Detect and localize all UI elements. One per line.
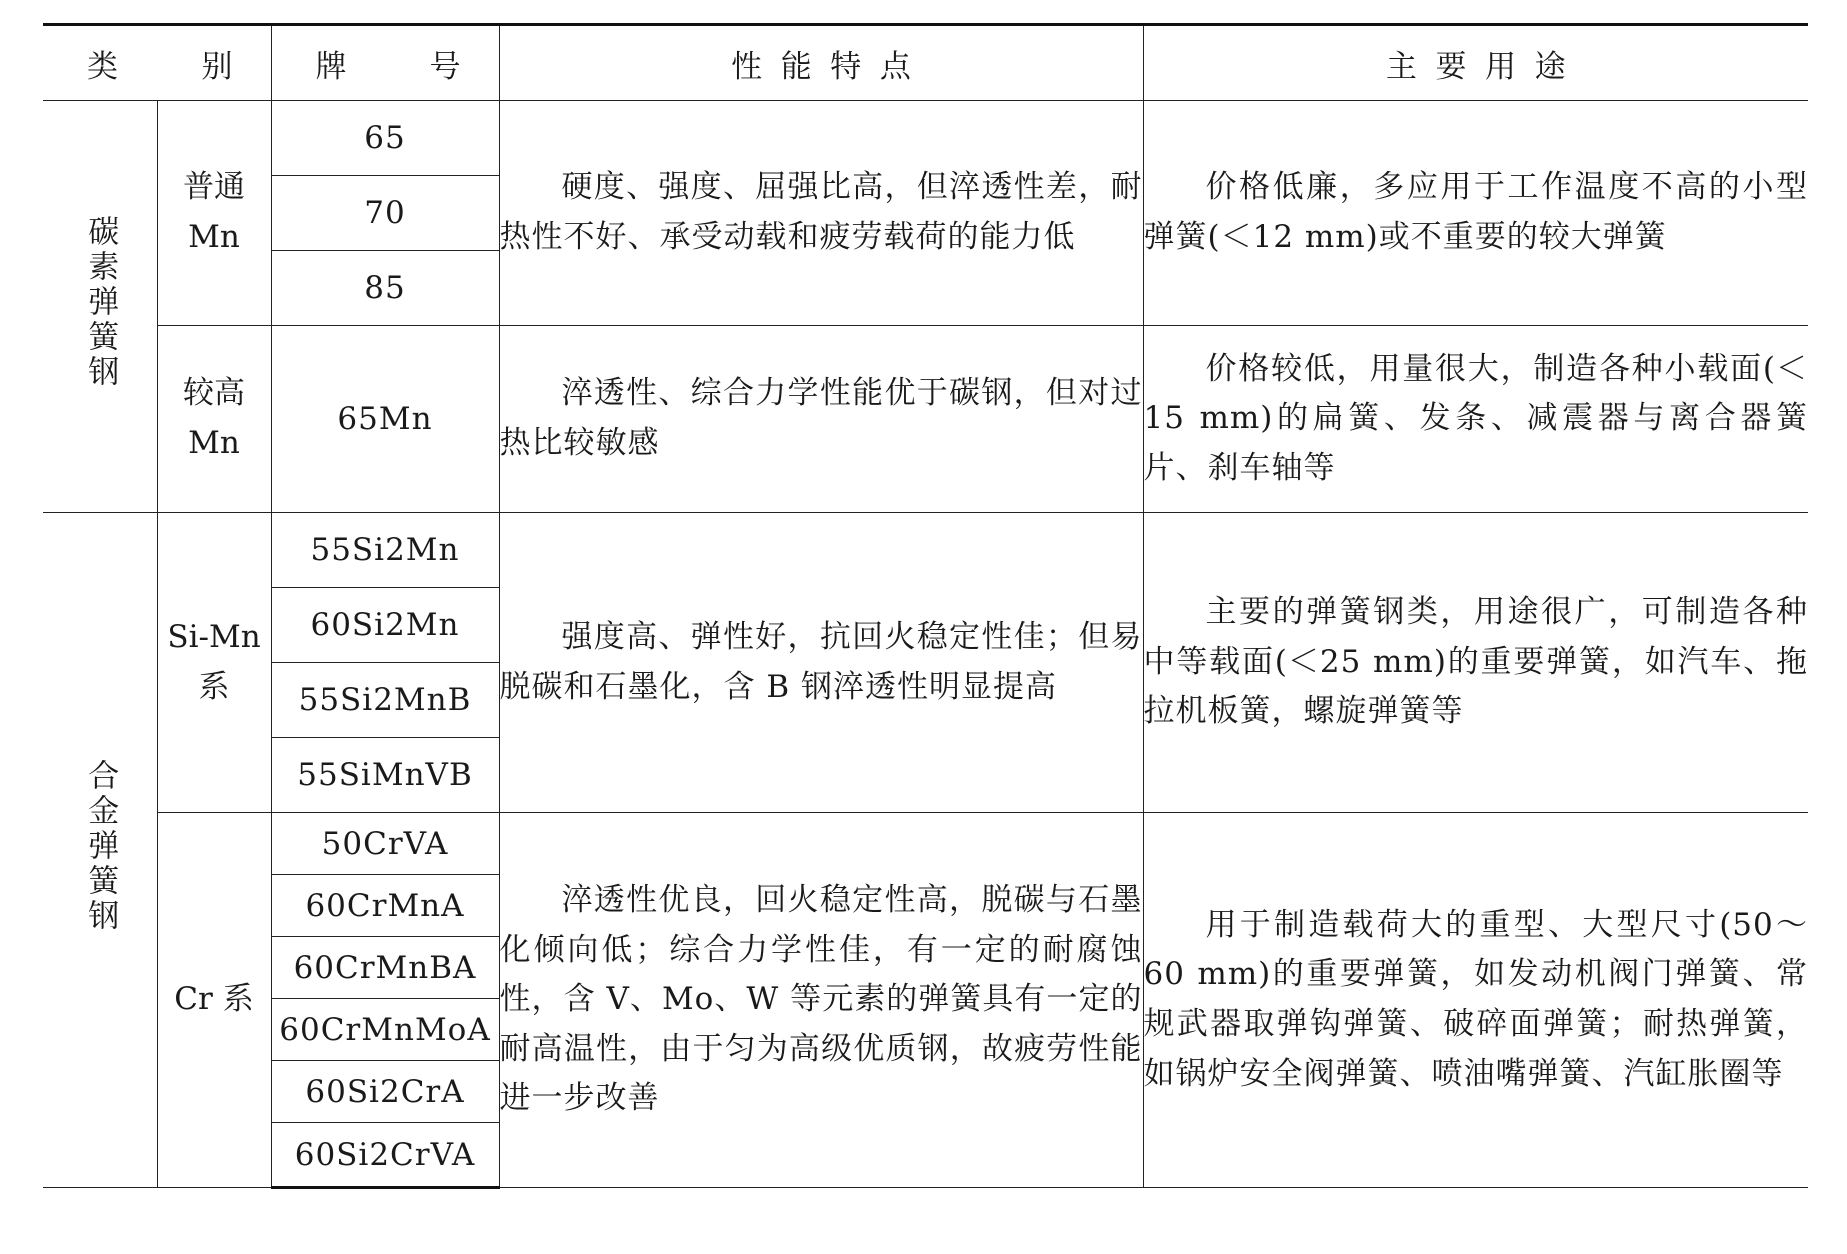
grade-cell: 55Si2Mn bbox=[271, 513, 499, 588]
grade-cell: 85 bbox=[271, 251, 499, 326]
grade-cell: 60CrMnA bbox=[271, 875, 499, 937]
properties-cell: 硬度、强度、屈强比高，但淬透性差，耐热性不好、承受动载和疲劳载荷的能力低 bbox=[499, 101, 1143, 326]
subgroup-cell bbox=[157, 513, 271, 813]
usage-cell: 价格低廉，多应用于工作温度不高的小型弹簧(＜12 mm)或不重要的较大弹簧 bbox=[1143, 101, 1808, 326]
header-usage bbox=[1143, 25, 1808, 101]
header-category-char-1: 类 bbox=[87, 48, 118, 85]
table-row bbox=[43, 513, 1808, 588]
grade-cell: 60CrMnMoA bbox=[271, 999, 499, 1061]
header-grade-char-2: 号 bbox=[429, 48, 461, 85]
table-row bbox=[43, 101, 1808, 176]
category-cell bbox=[43, 513, 157, 1188]
properties-cell: 淬透性优良，回火稳定性高，脱碳与石墨化倾向低；综合力学性佳，有一定的耐腐蚀性，含 V、Mo、W 等元素的弹簧具有一定的耐高温性，由于匀为高级优质钢，故疲劳性能进一步改善 bbox=[499, 813, 1143, 1188]
header-grade bbox=[271, 25, 499, 101]
grade-cell: 65Mn bbox=[271, 326, 499, 513]
usage-cell: 用于制造载荷大的重型、大型尺寸(50～60 mm)的重要弹簧，如发动机阀门弹簧、常规武器取弹钩弹簧、破碎面弹簧；耐热弹簧，如锅炉安全阀弹簧、喷油嘴弹簧、汽缸胀圈等 bbox=[1143, 813, 1808, 1188]
subgroup-cell bbox=[157, 101, 271, 326]
subgroup-name-line: Mn bbox=[188, 425, 240, 461]
usage-cell: 价格较低，用量很大，制造各种小载面(＜15 mm)的扁簧、发条、减震器与离合器簧片、刹车轴等 bbox=[1143, 326, 1808, 513]
header-properties-label: 性能特点 bbox=[731, 48, 930, 85]
subgroup-name-line: Cr 系 bbox=[174, 981, 254, 1018]
header-category-char-2: 别 bbox=[201, 48, 233, 85]
table-row bbox=[43, 813, 1808, 875]
grade-cell: 60Si2CrVA bbox=[271, 1123, 499, 1188]
header-grade-char-1: 牌 bbox=[315, 48, 347, 85]
grade-cell: 60Si2CrA bbox=[271, 1061, 499, 1123]
header-category bbox=[43, 25, 271, 101]
category-cell bbox=[43, 101, 157, 513]
subgroup-name-line: Si-Mn bbox=[167, 618, 261, 655]
subgroup-cell bbox=[157, 326, 271, 513]
grade-cell: 60Si2Mn bbox=[271, 588, 499, 663]
category-label: 碳素弹簧钢 bbox=[82, 215, 119, 390]
properties-cell: 淬透性、综合力学性能优于碳钢，但对过热比较敏感 bbox=[499, 326, 1143, 513]
header-usage-label: 主要用途 bbox=[1385, 48, 1585, 85]
grade-cell: 65 bbox=[271, 101, 499, 176]
usage-cell: 主要的弹簧钢类，用途很广，可制造各种中等载面(＜25 mm)的重要弹簧，如汽车、拖拉机板簧，螺旋弹簧等 bbox=[1143, 513, 1808, 813]
properties-cell: 强度高、弹性好，抗回火稳定性佳；但易脱碳和石墨化，含 B 钢淬透性明显提高 bbox=[499, 513, 1143, 813]
grade-cell: 55SiMnVB bbox=[271, 738, 499, 813]
subgroup-name-line: Mn bbox=[188, 219, 240, 255]
subgroup-name-line: 系 bbox=[198, 668, 230, 705]
subgroup-cell bbox=[157, 813, 271, 1188]
grade-cell: 70 bbox=[271, 176, 499, 251]
grade-cell: 60CrMnBA bbox=[271, 937, 499, 999]
grade-cell: 50CrVA bbox=[271, 813, 499, 875]
grade-cell: 55Si2MnB bbox=[271, 663, 499, 738]
spring-steel-table bbox=[43, 23, 1808, 1189]
category-label: 合金弹簧钢 bbox=[82, 758, 119, 934]
subgroup-name-line: 较高 bbox=[183, 375, 245, 412]
subgroup-name-line: 普通 bbox=[183, 169, 245, 206]
table-row bbox=[43, 326, 1808, 513]
header-row bbox=[43, 25, 1808, 101]
header-properties bbox=[499, 25, 1143, 101]
